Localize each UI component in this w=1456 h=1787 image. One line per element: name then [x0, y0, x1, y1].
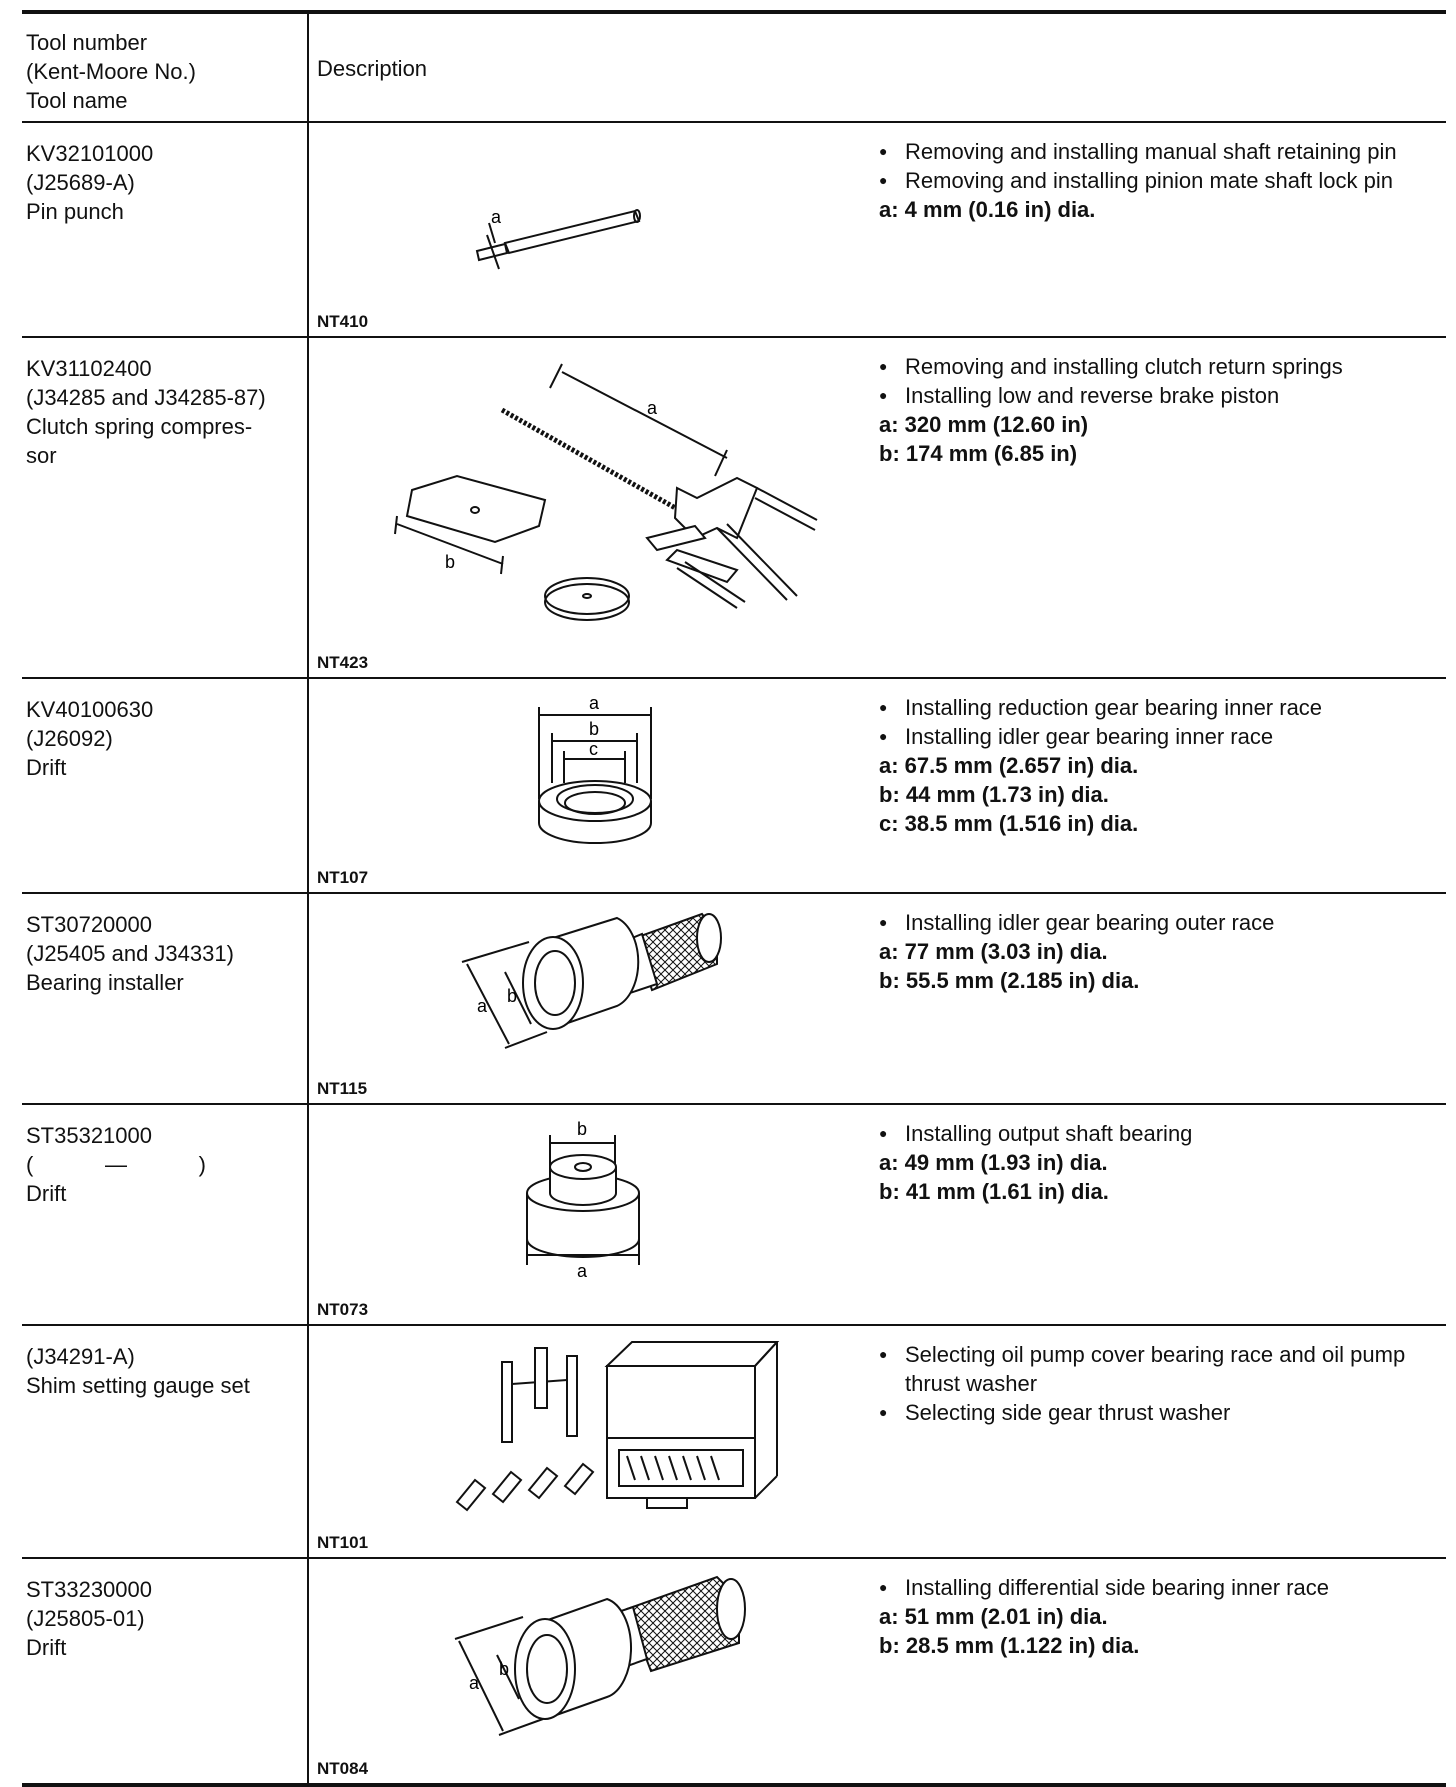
- tool-number: ST35321000: [26, 1123, 152, 1148]
- tool-number: KV31102400: [26, 356, 152, 381]
- description-cell: [309, 679, 1446, 892]
- tool-name: Bearing installer: [26, 970, 184, 995]
- tool-figure-shim-setting-gauge-set: [317, 1326, 877, 1557]
- table-header: [22, 10, 1446, 123]
- tool-cell: [22, 123, 309, 336]
- usage-item: ● Installing output shaft bearing: [879, 1119, 1456, 1148]
- tool-number: KV32101000: [26, 141, 154, 166]
- tool-number: KV40100630: [26, 697, 154, 722]
- special-service-tools-table: [22, 10, 1446, 1787]
- table-row: [22, 679, 1446, 894]
- dimension-spec: a: 51 mm (2.01 in) dia.: [879, 1604, 1108, 1629]
- dimension-spec: a: 320 mm (12.60 in): [879, 412, 1089, 437]
- description-cell: [309, 1326, 1446, 1557]
- table-row: [22, 123, 1446, 338]
- dimension-spec: a: 77 mm (3.03 in) dia.: [879, 939, 1108, 964]
- dimension-spec: a: 49 mm (1.93 in) dia.: [879, 1150, 1108, 1175]
- description-text: [879, 908, 1456, 995]
- dimension-spec: c: 38.5 mm (1.516 in) dia.: [879, 811, 1139, 836]
- usage-item: ● Removing and installing manual shaft retaining pin: [879, 137, 1456, 166]
- tool-figure-pin-punch: [317, 123, 877, 336]
- table-row: [22, 1105, 1446, 1326]
- dimension-spec: b: 55.5 mm (2.185 in) dia.: [879, 968, 1140, 993]
- figure-label: b: [577, 1119, 588, 1139]
- figure-code: NT107: [317, 868, 369, 887]
- figure-code: NT073: [317, 1300, 369, 1319]
- tool-cell: [22, 679, 309, 892]
- tool-figure-bearing-installer: [317, 894, 877, 1103]
- description-cell: [309, 894, 1446, 1103]
- dimension-spec: b: 44 mm (1.73 in) dia.: [879, 782, 1109, 807]
- figure-label: b: [589, 719, 600, 739]
- header-description-column: [309, 14, 1446, 121]
- figure-label: b: [507, 986, 518, 1006]
- description-cell: [309, 123, 1446, 336]
- figure-label: b: [499, 1659, 510, 1679]
- table-row: [22, 894, 1446, 1105]
- kent-moore-open: (: [26, 1152, 34, 1177]
- tool-number: ST33230000: [26, 1577, 152, 1602]
- kent-moore-number: (J26092): [26, 726, 113, 751]
- description-cell: [309, 1559, 1446, 1783]
- tool-cell: [22, 1559, 309, 1783]
- tool-figure-drift-084: [317, 1559, 877, 1783]
- header-tool-line: Tool number: [26, 30, 148, 55]
- usage-item: ● Selecting oil pump cover bearing race and oil pump thrust washer: [879, 1340, 1456, 1398]
- kent-moore-number: (J34285 and J34285-87): [26, 385, 266, 410]
- header-description: Description: [317, 56, 428, 81]
- tool-name: Drift: [26, 755, 67, 780]
- kent-moore-number: (J25805-01): [26, 1606, 145, 1631]
- figure-label: c: [589, 739, 598, 759]
- dimension-spec: a: 67.5 mm (2.657 in) dia.: [879, 753, 1139, 778]
- figure-code: NT101: [317, 1533, 369, 1552]
- tool-cell: [22, 338, 309, 677]
- tool-cell: [22, 1326, 309, 1557]
- figure-label: a: [647, 398, 658, 418]
- usage-item: ● Removing and installing pinion mate shaft lock pin: [879, 166, 1456, 195]
- usage-item: ● Installing low and reverse brake piston: [879, 381, 1456, 410]
- tool-figure-drift-107: [317, 679, 877, 892]
- usage-item: ● Selecting side gear thrust washer: [879, 1398, 1456, 1427]
- table-row: [22, 1326, 1446, 1559]
- kent-moore-number: (J25689-A): [26, 170, 135, 195]
- description-text: [879, 1340, 1456, 1427]
- tool-name: Drift: [26, 1181, 67, 1206]
- tool-cell: [22, 894, 309, 1103]
- tool-number: ST30720000: [26, 912, 152, 937]
- dimension-spec: a: 4 mm (0.16 in) dia.: [879, 197, 1096, 222]
- kent-moore-number: (J34291-A): [26, 1344, 135, 1369]
- description-cell: [309, 1105, 1446, 1324]
- usage-item: ● Installing idler gear bearing inner race: [879, 722, 1456, 751]
- figure-label: a: [491, 207, 502, 227]
- figure-label: b: [445, 552, 456, 572]
- dimension-spec: b: 28.5 mm (1.122 in) dia.: [879, 1633, 1140, 1658]
- tool-name: Drift: [26, 1635, 67, 1660]
- tool-cell: [22, 1105, 309, 1324]
- tool-name: Pin punch: [26, 199, 124, 224]
- table-row: [22, 1559, 1446, 1787]
- figure-label: a: [589, 693, 600, 713]
- figure-code: NT115: [317, 1079, 368, 1098]
- dimension-spec: b: 174 mm (6.85 in): [879, 441, 1078, 466]
- header-tool-column: [22, 14, 309, 121]
- dimension-spec: b: 41 mm (1.61 in) dia.: [879, 1179, 1109, 1204]
- kent-moore-close: ): [198, 1152, 206, 1177]
- tool-figure-clutch-spring-compressor: [317, 338, 877, 677]
- kent-moore-number: (J25405 and J34331): [26, 941, 234, 966]
- tool-figure-drift-073: [317, 1105, 877, 1324]
- tool-name: sor: [26, 443, 57, 468]
- tool-name: Clutch spring compres-: [26, 414, 253, 439]
- usage-item: ● Installing differential side bearing inner race: [879, 1573, 1456, 1602]
- description-text: [879, 693, 1456, 838]
- usage-item: ● Installing idler gear bearing outer race: [879, 908, 1456, 937]
- tool-name: Shim setting gauge set: [26, 1373, 250, 1398]
- usage-item: ● Removing and installing clutch return springs: [879, 352, 1456, 381]
- figure-code: NT410: [317, 312, 369, 331]
- figure-code: NT084: [317, 1759, 369, 1778]
- kent-moore-none: —: [105, 1152, 127, 1177]
- header-tool-line: Tool name: [26, 88, 128, 113]
- kent-moore-number: [26, 1150, 206, 1179]
- figure-code: NT423: [317, 653, 369, 672]
- description-text: [879, 352, 1456, 468]
- usage-item: ● Installing reduction gear bearing inner race: [879, 693, 1456, 722]
- description-text: [879, 137, 1456, 224]
- figure-label: a: [577, 1261, 588, 1281]
- figure-label: a: [477, 996, 488, 1016]
- header-tool-line: (Kent-Moore No.): [26, 59, 196, 84]
- description-text: [879, 1573, 1456, 1660]
- figure-label: a: [469, 1673, 480, 1693]
- table-row: [22, 338, 1446, 679]
- description-text: [879, 1119, 1456, 1206]
- description-cell: [309, 338, 1446, 677]
